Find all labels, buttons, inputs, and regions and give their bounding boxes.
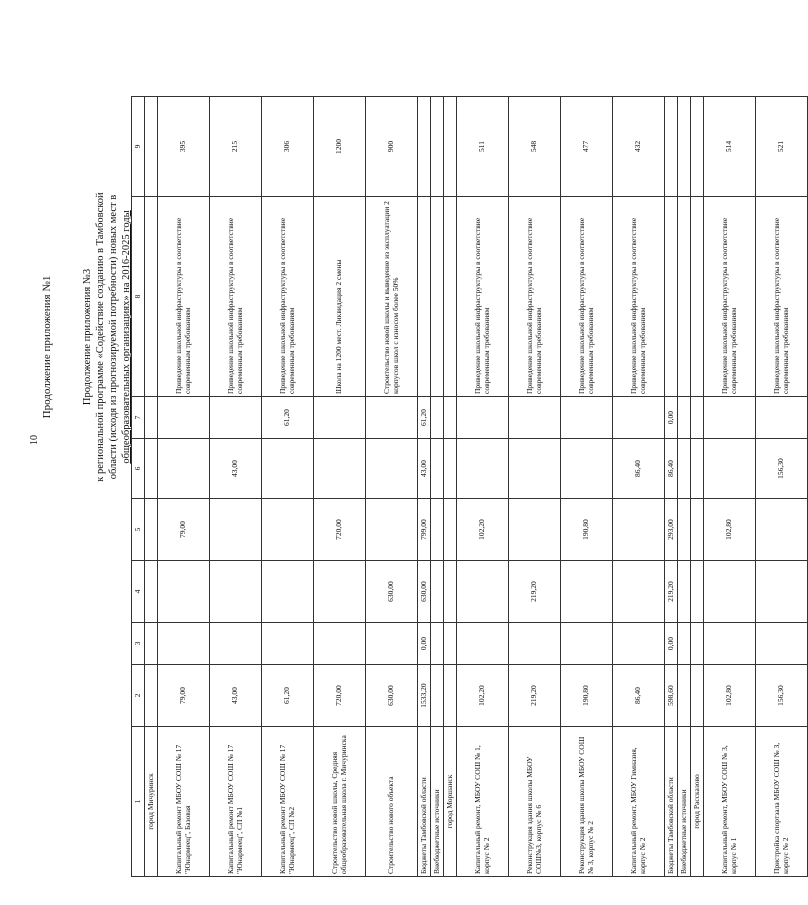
cell-col-3 — [613, 623, 665, 665]
cell-col-7: 61,20 — [418, 397, 431, 439]
cell-col-3 — [509, 623, 561, 665]
cell-col-9 — [444, 97, 457, 197]
cell-col-8 — [145, 197, 158, 397]
cell-col-2: 102,20 — [457, 665, 509, 727]
cell-col-8: Школа на 1200 мест. Ликвидация 2 смены — [314, 197, 366, 397]
heading-line-1: Продолжение приложения №3 — [82, 268, 93, 406]
continuation-label: Продолжение приложения №1 — [41, 275, 53, 419]
table-row — [314, 97, 366, 877]
cell-col-9: 477 — [561, 97, 613, 197]
cell-col-2: 190,80 — [561, 665, 613, 727]
cell-col-4 — [431, 561, 444, 623]
cell-col-6 — [262, 439, 314, 499]
cell-col-3 — [691, 623, 704, 665]
cell-col-3 — [262, 623, 314, 665]
cell-col-5: 799,00 — [418, 499, 431, 561]
cell-col-5 — [366, 499, 418, 561]
cell-col-5: 102,80 — [704, 499, 756, 561]
cell-col-7 — [210, 397, 262, 439]
cell-col-8: Приведение школьной инфраструктуры в соответствие современным требованиям — [756, 197, 808, 397]
total-row — [678, 97, 691, 877]
cell-col-3 — [158, 623, 210, 665]
cell-col-7 — [756, 397, 808, 439]
cell-col-2: 598,60 — [665, 665, 678, 727]
column-header: 5 — [132, 499, 145, 561]
cell-col-2: 86,40 — [613, 665, 665, 727]
table-row — [509, 97, 561, 877]
table-row — [366, 97, 418, 877]
cell-col-4 — [704, 561, 756, 623]
cell-col-6 — [314, 439, 366, 499]
cell-col-9 — [145, 97, 158, 197]
table-row — [756, 97, 808, 877]
cell-col-2 — [691, 665, 704, 727]
cell-col-3 — [561, 623, 613, 665]
cell-col-9: 1200 — [314, 97, 366, 197]
cell-col-3 — [210, 623, 262, 665]
table-row — [561, 97, 613, 877]
rotated-page-content — [36, 37, 790, 877]
cell-col-8: Приведение школьной инфраструктуры в соответствие современным требованиям — [613, 197, 665, 397]
cell-col-7 — [704, 397, 756, 439]
cell-col-1: Капитальный ремонт, МБОУ Гимназия, корпус № 2 — [613, 727, 665, 877]
column-header: 7 — [132, 397, 145, 439]
cell-col-9: 306 — [262, 97, 314, 197]
cell-col-4 — [314, 561, 366, 623]
cell-col-2: 43,00 — [210, 665, 262, 727]
cell-col-1: Капитальный ремонт МБОУ СОШ № 17 "Юнармеец", Базовая — [158, 727, 210, 877]
total-row — [431, 97, 444, 877]
cell-col-5 — [691, 499, 704, 561]
cell-col-8 — [665, 197, 678, 397]
cell-col-7 — [158, 397, 210, 439]
cell-col-1: Строительство нового объекта — [366, 727, 418, 877]
cell-col-7 — [431, 397, 444, 439]
cell-col-8 — [431, 197, 444, 397]
cell-col-8: Приведение школьной инфраструктуры в соответствие современным требованиям — [262, 197, 314, 397]
total-row — [665, 97, 678, 877]
cell-col-5: 79,00 — [158, 499, 210, 561]
cell-col-5 — [444, 499, 457, 561]
cell-col-9: 395 — [158, 97, 210, 197]
cell-col-4 — [262, 561, 314, 623]
cell-col-1: Реконструкция здания школы МБОУ СОШ№3, корпус № 6 — [509, 727, 561, 877]
cell-col-1: Внебюджетные источники — [678, 727, 691, 877]
cell-col-1: Строительство новой школы, Средняя общеобразовательная школа г. Мичуринска — [314, 727, 366, 877]
cell-col-6 — [457, 439, 509, 499]
cell-col-1: Бюджеты Тамбовской области — [418, 727, 431, 877]
heading-line-2: к региональной программе «Содействие созданию в Тамбовской — [95, 192, 106, 482]
cell-col-4 — [444, 561, 457, 623]
cell-col-2 — [678, 665, 691, 727]
cell-col-3 — [678, 623, 691, 665]
cell-col-9: 432 — [613, 97, 665, 197]
cell-col-9 — [678, 97, 691, 197]
cell-col-7 — [444, 397, 457, 439]
cell-col-7 — [366, 397, 418, 439]
cell-col-1: Бюджеты Тамбовской области — [665, 727, 678, 877]
cell-col-7: 61,20 — [262, 397, 314, 439]
cell-col-2 — [431, 665, 444, 727]
cell-col-8: Строительство новой школы и выведение из эксплуатации 2 корпусов школ с износом более 50% — [366, 197, 418, 397]
cell-col-5 — [431, 499, 444, 561]
cell-col-4 — [158, 561, 210, 623]
cell-col-7 — [561, 397, 613, 439]
cell-col-8: Приведение школьной инфраструктуры в соответствие современным требованиям — [210, 197, 262, 397]
cell-col-7 — [457, 397, 509, 439]
table-row — [613, 97, 665, 877]
cell-col-8: Приведение школьной инфраструктуры в соответствие современным требованиям — [509, 197, 561, 397]
cell-col-5: 102,20 — [457, 499, 509, 561]
cell-col-8: Приведение школьной инфраструктуры в соответствие современным требованиям — [457, 197, 509, 397]
section-row — [691, 97, 704, 877]
cell-col-2: 156,30 — [756, 665, 808, 727]
cell-col-3: 0,00 — [418, 623, 431, 665]
cell-col-9: 511 — [457, 97, 509, 197]
cell-col-1: город Рассказово — [691, 727, 704, 877]
cell-col-3 — [704, 623, 756, 665]
cell-col-7: 0,00 — [665, 397, 678, 439]
cell-col-8 — [678, 197, 691, 397]
cell-col-3 — [314, 623, 366, 665]
cell-col-5: 293,00 — [665, 499, 678, 561]
section-row — [145, 97, 158, 877]
cell-col-2: 102,80 — [704, 665, 756, 727]
column-header: 3 — [132, 623, 145, 665]
cell-col-8 — [691, 197, 704, 397]
cell-col-6 — [145, 439, 158, 499]
cell-col-4: 630,00 — [366, 561, 418, 623]
cell-col-6 — [431, 439, 444, 499]
cell-col-2: 219,20 — [509, 665, 561, 727]
table-row — [457, 97, 509, 877]
cell-col-9 — [665, 97, 678, 197]
cell-col-3 — [145, 623, 158, 665]
cell-col-9 — [691, 97, 704, 197]
cell-col-1: Капитальный ремонт, МБОУ СОШ № 3, корпус № 1 — [704, 727, 756, 877]
column-header: 6 — [132, 439, 145, 499]
cell-col-1: Пристройка спортзала МБОУ СОШ № 3, корпус № 2 — [756, 727, 808, 877]
cell-col-5: 720,00 — [314, 499, 366, 561]
cell-col-9: 215 — [210, 97, 262, 197]
cell-col-6: 86,40 — [665, 439, 678, 499]
cell-col-9 — [431, 97, 444, 197]
cell-col-6 — [444, 439, 457, 499]
cell-col-3 — [444, 623, 457, 665]
cell-col-4 — [457, 561, 509, 623]
cell-col-7 — [509, 397, 561, 439]
cell-col-8 — [444, 197, 457, 397]
cell-col-8: Приведение школьной инфраструктуры в соответствие современным требованиям — [561, 197, 613, 397]
cell-col-4 — [561, 561, 613, 623]
heading-line-3: области (исходя из прогнозируемой потребности) новых мест в — [108, 194, 119, 480]
cell-col-1: Капитальный ремонт МБОУ СОШ № 17 "Юнармеец", СП №2 — [262, 727, 314, 877]
cell-col-1: Реконструкция здания школы МБОУ СОШ № 3, корпус № 2 — [561, 727, 613, 877]
cell-col-4: 630,00 — [418, 561, 431, 623]
cell-col-8 — [418, 197, 431, 397]
cell-col-6 — [158, 439, 210, 499]
cell-col-5 — [756, 499, 808, 561]
cell-col-2: 79,00 — [158, 665, 210, 727]
cell-col-4 — [145, 561, 158, 623]
column-header: 4 — [132, 561, 145, 623]
column-header: 1 — [132, 727, 145, 877]
cell-col-9: 548 — [509, 97, 561, 197]
cell-col-6: 43,00 — [418, 439, 431, 499]
cell-col-4 — [756, 561, 808, 623]
cell-col-2 — [444, 665, 457, 727]
cell-col-9: 514 — [704, 97, 756, 197]
cell-col-8: Приведение школьной инфраструктуры в соответствие современным требованиям — [158, 197, 210, 397]
cell-col-5 — [145, 499, 158, 561]
program-table — [131, 96, 808, 877]
cell-col-4 — [691, 561, 704, 623]
cell-col-6: 86,40 — [613, 439, 665, 499]
cell-col-4: 219,20 — [509, 561, 561, 623]
cell-col-2: 630,00 — [366, 665, 418, 727]
section-row — [444, 97, 457, 877]
cell-col-3 — [366, 623, 418, 665]
cell-col-9: 900 — [366, 97, 418, 197]
cell-col-4 — [678, 561, 691, 623]
cell-col-6 — [509, 439, 561, 499]
document-heading — [81, 117, 133, 557]
header-row — [132, 97, 145, 877]
cell-col-4 — [613, 561, 665, 623]
heading-line-4: общеобразовательных организациях» на 2016-2025 годы — [121, 210, 132, 464]
page-number: 10 — [29, 435, 40, 445]
table-row — [158, 97, 210, 877]
cell-col-6: 156,30 — [756, 439, 808, 499]
cell-col-3 — [756, 623, 808, 665]
cell-col-7 — [613, 397, 665, 439]
cell-col-6 — [366, 439, 418, 499]
cell-col-7 — [691, 397, 704, 439]
cell-col-4 — [210, 561, 262, 623]
table-row — [704, 97, 756, 877]
cell-col-9: 521 — [756, 97, 808, 197]
cell-col-3 — [431, 623, 444, 665]
cell-col-9 — [418, 97, 431, 197]
cell-col-5 — [613, 499, 665, 561]
cell-col-5: 190,80 — [561, 499, 613, 561]
cell-col-7 — [145, 397, 158, 439]
table-row — [262, 97, 314, 877]
cell-col-3: 0,00 — [665, 623, 678, 665]
cell-col-2: 1533,20 — [418, 665, 431, 727]
cell-col-6 — [561, 439, 613, 499]
cell-col-6: 43,00 — [210, 439, 262, 499]
cell-col-4: 219,20 — [665, 561, 678, 623]
cell-col-5 — [210, 499, 262, 561]
column-header: 8 — [132, 197, 145, 397]
cell-col-6 — [678, 439, 691, 499]
cell-col-1: город Моршанск — [444, 727, 457, 877]
cell-col-1: город Мичуринск — [145, 727, 158, 877]
cell-col-5 — [509, 499, 561, 561]
cell-col-8: Приведение школьной инфраструктуры в соответствие современным требованиям — [704, 197, 756, 397]
cell-col-7 — [678, 397, 691, 439]
cell-col-3 — [457, 623, 509, 665]
cell-col-1: Внебюджетные источники — [431, 727, 444, 877]
cell-col-7 — [314, 397, 366, 439]
cell-col-2: 61,20 — [262, 665, 314, 727]
cell-col-1: Капитальный ремонт МБОУ СОШ № 17 "Юнармеец", СП №1 — [210, 727, 262, 877]
cell-col-6 — [691, 439, 704, 499]
column-header: 9 — [132, 97, 145, 197]
cell-col-1: Капитальный ремонт, МБОУ СОШ № 1, корпус № 2 — [457, 727, 509, 877]
cell-col-2 — [145, 665, 158, 727]
total-row — [418, 97, 431, 877]
cell-col-2: 720,00 — [314, 665, 366, 727]
cell-col-6 — [704, 439, 756, 499]
cell-col-5 — [262, 499, 314, 561]
cell-col-5 — [678, 499, 691, 561]
table-row — [210, 97, 262, 877]
column-header: 2 — [132, 665, 145, 727]
